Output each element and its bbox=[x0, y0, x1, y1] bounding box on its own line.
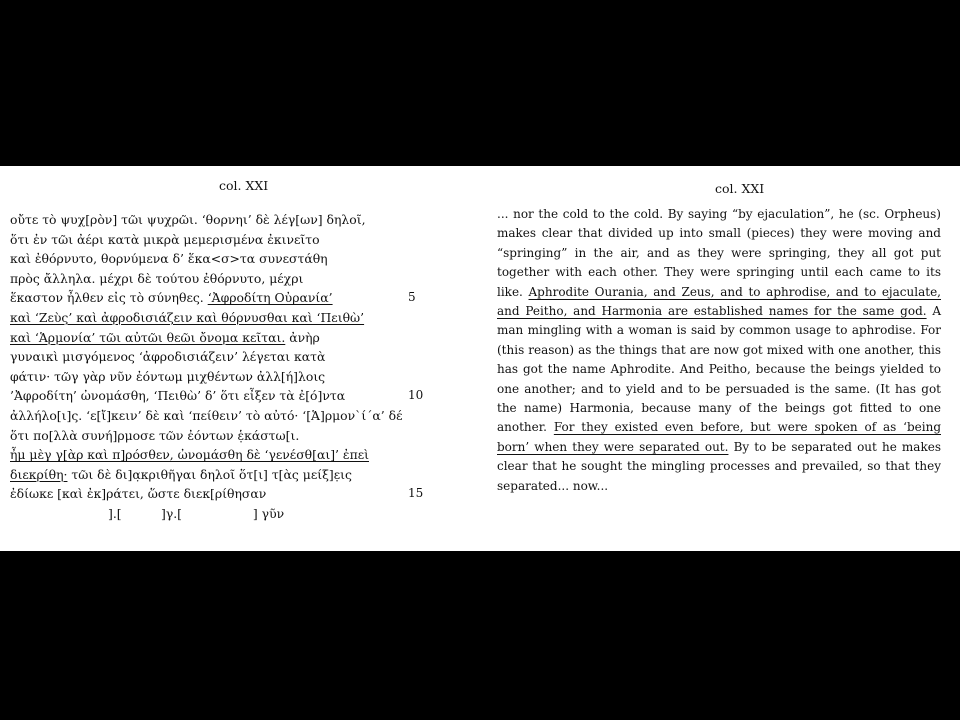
translation-text: A man mingling with a woman is said by common usage to aphrodise. For (this reason) as the things that are now got mixed with one another, this has got the name Aphrodite. And Peitho, because the beings yielded to one another; and to yield and to be persuaded is the same. (It has got the name) Harmonia, because many of the beings got fitted to one another. bbox=[497, 304, 941, 435]
line-number: 10 bbox=[408, 388, 424, 403]
greek-line bbox=[10, 426, 410, 446]
greek-line-text: καὶ ἐθόρνυτο, θορνύμενα δ’ ἕκα<σ>τα συνεστάθη bbox=[10, 251, 328, 267]
left-column-title: col. XXI bbox=[219, 178, 269, 193]
greek-line-text: πρὸς ἄλληλα. μέχρι δὲ τούτου ἐθόρνυτο, μέχρι bbox=[10, 270, 304, 286]
greek-line bbox=[10, 367, 410, 387]
greek-line bbox=[10, 465, 410, 485]
greek-line-text: ἀλλήλο[ι]ς. ‘ε[ἴ]κειν’ δὲ καὶ ‘πείθειν’ τὸ αὐτό· ‘[Ἁ]ρμον`ί´α’ δέ bbox=[10, 407, 403, 423]
greek-line bbox=[10, 386, 424, 406]
greek-line bbox=[10, 445, 410, 465]
greek-line bbox=[10, 230, 410, 250]
greek-line-text: φάτιν· τῶγ γὰρ νῦν ἐόντωμ μιχθέντων ἀλλ[ή]λοις bbox=[10, 368, 326, 384]
greek-line bbox=[10, 249, 410, 269]
greek-line-text: οὔτε τὸ ψυχ[ρὸν] τῶι ψυχρῶι. ‘θορνηι’ δὲ λέγ[ων] δηλοῖ, bbox=[10, 212, 366, 227]
greek-text-block bbox=[10, 210, 424, 524]
greek-line-text: ].[ ]γ.[ ] γῦν bbox=[108, 505, 285, 521]
greek-line-text: διεκρίθη· τῶι δὲ δι]α̣κριθῆγαι δηλοῖ ὅτ[ι] τ[ὰς μείξ]ε̣ις bbox=[10, 466, 352, 482]
greek-line-text: ’Ἀφροδίτη’ ὠνομάσθη, ‘Πειθὼ’ δ’ ὅτι εἶξεν τὰ ἐ[ό]ντα bbox=[10, 388, 346, 404]
scanned-page-spread bbox=[0, 166, 960, 551]
greek-line bbox=[10, 269, 410, 289]
greek-line bbox=[10, 308, 410, 328]
greek-line-text: ὅτι ἐν τῶι ἀέρι κατὰ μικρὰ μεμερισμένα ἐκινεῖτο bbox=[10, 231, 320, 247]
translation-text: By to be separated out he makes clear that he sought the mingling processes and prevailed, so that they separated... now... bbox=[497, 439, 941, 493]
greek-line-text: ἕκαστον ἦλθεν εἰς τὸ σύνηθες. ‘Ἀφροδίτη Οὐρανία’ bbox=[10, 290, 333, 306]
underlined-passage: For they existed even before, but were spoken of as ‘being born’ when they were separated out. bbox=[497, 420, 941, 454]
greek-line bbox=[10, 347, 410, 367]
greek-line bbox=[10, 406, 410, 426]
greek-line bbox=[10, 504, 410, 524]
translation-text: ... nor the cold to the cold. By saying “by ejaculation”, he (sc. Orpheus) makes clear that divided up into small (pieces) they were moving and “springing” in the air, and as they were springing, they all got put together with each other. They were springing until each came to its like. bbox=[497, 207, 941, 299]
line-number: 5 bbox=[408, 290, 416, 305]
line-number: 15 bbox=[408, 486, 424, 501]
english-translation-block bbox=[497, 205, 941, 496]
greek-line-text: καὶ ‘Ζεὺς’ καὶ ἀφροδισιάζειν καὶ θόρνυσθαι καὶ ‘Πειθὼ’ bbox=[10, 309, 365, 325]
greek-line-text: ἦμ μὲγ γ[ὰρ καὶ π]ρόσθεν, ὠνομάσθη δὲ ‘γενέσθ[αι]’ ἐπεὶ bbox=[10, 447, 369, 463]
greek-line bbox=[10, 328, 410, 348]
right-column-title: col. XXI bbox=[715, 181, 765, 196]
greek-line-text: ὅτι πο[λλὰ συνή]ρμοσε τῶν ἐόντων ἑ̣κάστω[ι. bbox=[10, 427, 300, 443]
underlined-passage: Aphrodite Ourania, and Zeus, and to aphrodise, and to ejaculate, and Peitho, and Harmonia are established names for the same god. bbox=[497, 284, 941, 319]
greek-line-text: γυναικὶ μισγόμενος ‘ἀφροδισιάζειν’ λέγεται κατὰ bbox=[10, 349, 326, 365]
greek-line bbox=[10, 484, 424, 504]
greek-line bbox=[10, 288, 416, 308]
greek-line bbox=[10, 210, 410, 230]
greek-line-text: ἐδίωκε [καὶ ἐκ]ράτει, ὥστε διεκ[ρίθησαν bbox=[10, 486, 267, 502]
greek-line-text: καὶ ‘Ἁρμονία’ τῶι αὐτῶι θεῶι ὄνομα κεῖται. ἀνὴρ bbox=[10, 329, 320, 345]
